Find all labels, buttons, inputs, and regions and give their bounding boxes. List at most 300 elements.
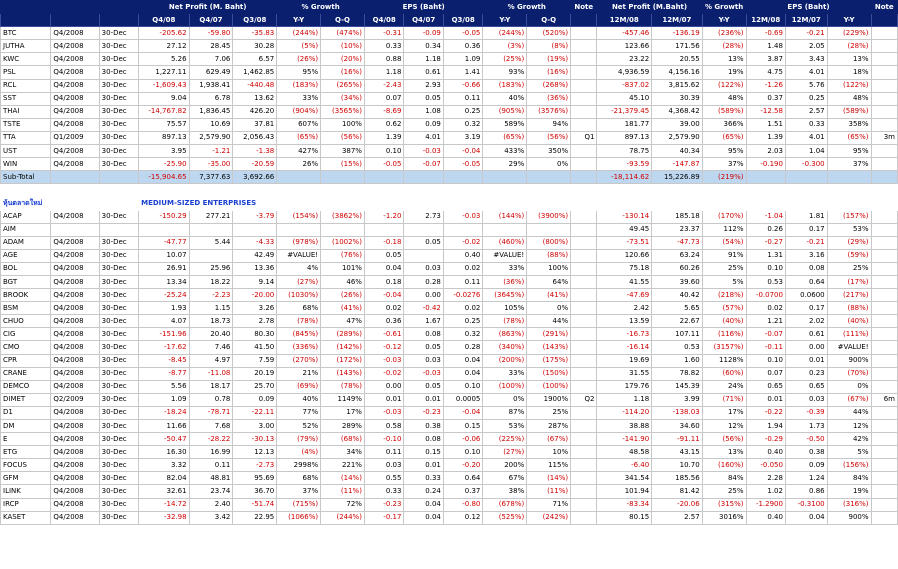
cell[interactable]: 60.26 xyxy=(652,262,702,275)
cell[interactable] xyxy=(189,223,233,236)
cell[interactable]: 20.55 xyxy=(652,53,702,66)
cell[interactable]: 23.22 xyxy=(597,53,652,66)
cell[interactable]: 0.53 xyxy=(746,275,785,288)
cell[interactable]: 629.49 xyxy=(189,66,233,79)
cell[interactable] xyxy=(871,158,897,171)
cell[interactable]: (244%) xyxy=(321,511,365,524)
cell[interactable]: 23.74 xyxy=(189,485,233,498)
cell[interactable]: 45.10 xyxy=(597,92,652,105)
cell[interactable]: -0.03 xyxy=(404,367,443,380)
table-row[interactable] xyxy=(1,66,898,79)
cell[interactable]: -0.18 xyxy=(364,236,403,249)
cell[interactable]: -0.05 xyxy=(443,158,483,171)
cell[interactable] xyxy=(571,275,597,288)
cell[interactable]: 9.14 xyxy=(233,275,277,288)
cell[interactable]: 68% xyxy=(277,302,321,315)
cell[interactable]: 0.25 xyxy=(443,315,483,328)
cell[interactable]: 41.55 xyxy=(597,275,652,288)
cell[interactable] xyxy=(233,223,277,236)
cell[interactable]: -0.27 xyxy=(746,236,785,249)
subtotal-row[interactable] xyxy=(1,171,898,184)
cell[interactable] xyxy=(571,420,597,433)
cell[interactable]: 366% xyxy=(702,118,746,131)
cell[interactable]: 0.01 xyxy=(404,393,443,406)
cell[interactable]: (65%) xyxy=(277,131,321,144)
cell[interactable]: 2,579.90 xyxy=(189,131,233,144)
cell[interactable]: 4.01 xyxy=(785,66,827,79)
cell[interactable]: 5.26 xyxy=(139,53,189,66)
cell[interactable] xyxy=(571,472,597,485)
cell[interactable]: 39.00 xyxy=(652,118,702,131)
cell[interactable]: 350% xyxy=(527,145,571,158)
cell[interactable]: 0.38 xyxy=(404,420,443,433)
cell[interactable] xyxy=(277,223,321,236)
cell[interactable]: 71% xyxy=(527,498,571,511)
cell[interactable]: 39.60 xyxy=(652,275,702,288)
cell[interactable] xyxy=(483,171,527,184)
cell[interactable] xyxy=(871,92,897,105)
cell[interactable]: 22.67 xyxy=(652,315,702,328)
cell[interactable]: 5% xyxy=(702,275,746,288)
cell[interactable]: Q4/2008 xyxy=(51,511,99,524)
cell[interactable]: 2.78 xyxy=(233,315,277,328)
cell[interactable] xyxy=(827,171,871,184)
cell[interactable] xyxy=(571,92,597,105)
table-row[interactable] xyxy=(1,315,898,328)
cell[interactable]: 0.03 xyxy=(364,459,403,472)
cell[interactable]: (67%) xyxy=(527,433,571,446)
cell[interactable]: 7.59 xyxy=(233,354,277,367)
cell[interactable]: Q4/2008 xyxy=(51,315,99,328)
cell[interactable]: (904%) xyxy=(277,105,321,118)
cell[interactable]: (4%) xyxy=(277,446,321,459)
table-row[interactable] xyxy=(1,511,898,524)
cell[interactable]: 0.11 xyxy=(189,459,233,472)
cell[interactable]: 40.42 xyxy=(652,289,702,302)
cell[interactable]: Q2/2009 xyxy=(51,393,99,406)
cell[interactable]: 3.99 xyxy=(652,393,702,406)
cell[interactable]: 2.02 xyxy=(785,315,827,328)
cell[interactable]: #VALUE! xyxy=(483,249,527,262)
cell[interactable]: (56%) xyxy=(527,131,571,144)
cell[interactable]: -1.20 xyxy=(364,210,403,223)
cell[interactable]: (20%) xyxy=(321,53,365,66)
cell[interactable]: 0.0600 xyxy=(785,289,827,302)
cell[interactable]: 34% xyxy=(321,446,365,459)
cell[interactable]: 19.69 xyxy=(597,354,652,367)
table-row[interactable] xyxy=(1,393,898,406)
cell[interactable]: -205.62 xyxy=(139,27,189,40)
cell[interactable]: 1.41 xyxy=(443,66,483,79)
cell[interactable] xyxy=(571,53,597,66)
cell[interactable]: (217%) xyxy=(827,289,871,302)
cell[interactable]: -18,114.62 xyxy=(597,171,652,184)
cell[interactable]: Q4/2008 xyxy=(51,236,99,249)
cell[interactable]: (67%) xyxy=(827,393,871,406)
cell[interactable]: Q4/2008 xyxy=(51,53,99,66)
cell[interactable] xyxy=(571,171,597,184)
cell[interactable]: 1.31 xyxy=(746,249,785,262)
cell[interactable] xyxy=(571,354,597,367)
cell[interactable] xyxy=(404,171,443,184)
cell[interactable]: 40% xyxy=(277,393,321,406)
cell[interactable]: (88%) xyxy=(827,302,871,315)
cell[interactable]: 0.23 xyxy=(785,367,827,380)
cell[interactable] xyxy=(483,223,527,236)
cell[interactable]: 31.55 xyxy=(597,367,652,380)
cell[interactable]: (3862%) xyxy=(321,210,365,223)
cell[interactable]: 3,692.66 xyxy=(233,171,277,184)
cell[interactable]: 21% xyxy=(277,367,321,380)
cell[interactable]: Q4/2008 xyxy=(51,446,99,459)
cell[interactable] xyxy=(571,249,597,262)
cell[interactable]: (100%) xyxy=(527,380,571,393)
cell[interactable] xyxy=(571,27,597,40)
cell[interactable]: -47.69 xyxy=(597,289,652,302)
cell[interactable]: -0.190 xyxy=(746,158,785,171)
cell[interactable]: (525%) xyxy=(483,511,527,524)
cell[interactable] xyxy=(527,171,571,184)
cell[interactable]: 3.26 xyxy=(233,302,277,315)
cell[interactable]: (3157%) xyxy=(702,341,746,354)
cell[interactable] xyxy=(571,367,597,380)
cell[interactable]: (315%) xyxy=(702,498,746,511)
cell[interactable]: 33% xyxy=(483,367,527,380)
cell[interactable]: (143%) xyxy=(527,341,571,354)
cell[interactable]: -20.59 xyxy=(233,158,277,171)
cell[interactable]: (26%) xyxy=(277,53,321,66)
cell[interactable]: 53% xyxy=(827,223,871,236)
cell[interactable]: -21,379.45 xyxy=(597,105,652,118)
table-row[interactable] xyxy=(1,446,898,459)
cell[interactable] xyxy=(871,341,897,354)
cell[interactable]: 1,462.85 xyxy=(233,66,277,79)
cell[interactable]: AIM xyxy=(1,223,51,236)
cell[interactable]: Q4/2008 xyxy=(51,485,99,498)
cell[interactable]: (100%) xyxy=(483,380,527,393)
cell[interactable] xyxy=(99,223,138,236)
cell[interactable]: -0.04 xyxy=(364,289,403,302)
cell[interactable]: 72% xyxy=(321,498,365,511)
cell[interactable]: -0.06 xyxy=(443,433,483,446)
cell[interactable]: 0.28 xyxy=(404,275,443,288)
cell[interactable]: (268%) xyxy=(527,79,571,92)
cell[interactable]: (291%) xyxy=(527,328,571,341)
cell[interactable]: 16.30 xyxy=(139,446,189,459)
cell[interactable]: Q4/2008 xyxy=(51,354,99,367)
cell[interactable]: 19% xyxy=(827,485,871,498)
cell[interactable]: 44% xyxy=(827,406,871,419)
cell[interactable]: 387% xyxy=(321,145,365,158)
cell[interactable]: DM xyxy=(1,420,51,433)
cell[interactable]: 41.50 xyxy=(233,341,277,354)
cell[interactable]: 0.03 xyxy=(785,393,827,406)
cell[interactable]: 47% xyxy=(321,315,365,328)
cell[interactable]: 900% xyxy=(827,354,871,367)
cell[interactable]: BSM xyxy=(1,302,51,315)
cell[interactable] xyxy=(871,27,897,40)
cell[interactable]: 287% xyxy=(527,420,571,433)
cell[interactable]: 4,368.42 xyxy=(652,105,702,118)
cell[interactable]: -0.20 xyxy=(443,459,483,472)
cell[interactable]: 1.93 xyxy=(139,302,189,315)
cell[interactable]: -11.08 xyxy=(189,367,233,380)
cell[interactable]: 1149% xyxy=(321,393,365,406)
cell[interactable]: (316%) xyxy=(827,498,871,511)
cell[interactable]: -35.00 xyxy=(189,158,233,171)
cell[interactable]: 30-Dec xyxy=(99,302,138,315)
cell[interactable]: (65%) xyxy=(483,131,527,144)
cell[interactable]: 897.13 xyxy=(597,131,652,144)
cell[interactable]: 0.09 xyxy=(404,118,443,131)
cell[interactable]: (225%) xyxy=(483,433,527,446)
cell[interactable]: 1.94 xyxy=(746,420,785,433)
cell[interactable]: 30-Dec xyxy=(99,145,138,158)
cell[interactable]: (270%) xyxy=(277,354,321,367)
cell[interactable]: Q1/2009 xyxy=(51,131,99,144)
cell[interactable]: 289% xyxy=(321,420,365,433)
cell[interactable]: Q2 xyxy=(571,393,597,406)
cell[interactable]: (1030%) xyxy=(277,289,321,302)
cell[interactable]: 30-Dec xyxy=(99,40,138,53)
cell[interactable]: 0.26 xyxy=(746,223,785,236)
cell[interactable]: 900% xyxy=(827,511,871,524)
cell[interactable] xyxy=(871,53,897,66)
cell[interactable]: 30-Dec xyxy=(99,328,138,341)
cell[interactable]: -147.87 xyxy=(652,158,702,171)
cell[interactable]: -83.34 xyxy=(597,498,652,511)
cell[interactable] xyxy=(871,328,897,341)
cell[interactable]: (11%) xyxy=(527,485,571,498)
cell[interactable]: -78.71 xyxy=(189,406,233,419)
cell[interactable]: 5% xyxy=(827,446,871,459)
cell[interactable]: 30-Dec xyxy=(99,131,138,144)
cell[interactable]: 12.13 xyxy=(233,446,277,459)
cell[interactable]: -8.77 xyxy=(139,367,189,380)
table-row[interactable] xyxy=(1,459,898,472)
cell[interactable]: 0.36 xyxy=(443,40,483,53)
cell[interactable]: 589% xyxy=(483,118,527,131)
cell[interactable]: 0% xyxy=(827,380,871,393)
cell[interactable]: (14%) xyxy=(527,472,571,485)
cell[interactable]: (76%) xyxy=(321,249,365,262)
cell[interactable]: -0.42 xyxy=(404,302,443,315)
cell[interactable]: (589%) xyxy=(702,105,746,118)
cell[interactable]: CIG xyxy=(1,328,51,341)
cell[interactable]: 107.11 xyxy=(652,328,702,341)
cell[interactable]: 10.69 xyxy=(189,118,233,131)
cell[interactable]: (520%) xyxy=(527,27,571,40)
cell[interactable]: -4.33 xyxy=(233,236,277,249)
cell[interactable]: 52% xyxy=(277,420,321,433)
cell[interactable]: -0.50 xyxy=(785,433,827,446)
cell[interactable]: 30-Dec xyxy=(99,472,138,485)
cell[interactable]: 30-Dec xyxy=(99,446,138,459)
cell[interactable]: 16.99 xyxy=(189,446,233,459)
cell[interactable]: Q4/2008 xyxy=(51,27,99,40)
cell[interactable]: 0.11 xyxy=(443,92,483,105)
cell[interactable]: 30-Dec xyxy=(99,393,138,406)
table-row[interactable] xyxy=(1,210,898,223)
cell[interactable]: 0.04 xyxy=(404,498,443,511)
cell[interactable]: 0.02 xyxy=(443,302,483,315)
cell[interactable]: 0.08 xyxy=(404,433,443,446)
cell[interactable]: 27.12 xyxy=(139,40,189,53)
cell[interactable]: 38.88 xyxy=(597,420,652,433)
cell[interactable]: 4,936.59 xyxy=(597,66,652,79)
cell[interactable]: 0.01 xyxy=(364,393,403,406)
cell[interactable]: 0.32 xyxy=(443,118,483,131)
cell[interactable]: -0.03 xyxy=(404,145,443,158)
cell[interactable] xyxy=(871,236,897,249)
cell[interactable]: 0.64 xyxy=(443,472,483,485)
cell[interactable] xyxy=(871,210,897,223)
cell[interactable]: (144%) xyxy=(483,210,527,223)
cell[interactable]: 105% xyxy=(483,302,527,315)
cell[interactable]: (236%) xyxy=(702,27,746,40)
cell[interactable]: (34%) xyxy=(321,92,365,105)
cell[interactable]: -0.39 xyxy=(785,406,827,419)
cell[interactable]: 0.15 xyxy=(443,420,483,433)
cell[interactable]: 0.58 xyxy=(364,420,403,433)
cell[interactable]: (863%) xyxy=(483,328,527,341)
cell[interactable]: RCL xyxy=(1,79,51,92)
cell[interactable]: 82.04 xyxy=(139,472,189,485)
cell[interactable]: UST xyxy=(1,145,51,158)
cell[interactable]: 3.00 xyxy=(233,420,277,433)
cell[interactable]: -47.77 xyxy=(139,236,189,249)
cell[interactable]: (28%) xyxy=(827,40,871,53)
cell[interactable]: -0.11 xyxy=(746,341,785,354)
cell[interactable]: 2,056.43 xyxy=(233,131,277,144)
cell[interactable] xyxy=(571,158,597,171)
cell[interactable]: 100% xyxy=(527,262,571,275)
cell[interactable] xyxy=(404,223,443,236)
cell[interactable]: (15%) xyxy=(321,158,365,171)
cell[interactable]: 0.03 xyxy=(404,262,443,275)
cell[interactable] xyxy=(321,171,365,184)
cell[interactable]: 13% xyxy=(827,53,871,66)
cell[interactable]: 4,156.16 xyxy=(652,66,702,79)
cell[interactable] xyxy=(871,354,897,367)
cell[interactable]: Q1 xyxy=(571,131,597,144)
cell[interactable]: 0.10 xyxy=(746,262,785,275)
cell[interactable]: 4.97 xyxy=(189,354,233,367)
cell[interactable]: 1.18 xyxy=(404,53,443,66)
cell[interactable]: (143%) xyxy=(321,367,365,380)
cell[interactable]: ACAP xyxy=(1,210,51,223)
cell[interactable] xyxy=(871,472,897,485)
cell[interactable]: (56%) xyxy=(702,433,746,446)
cell[interactable]: 13.36 xyxy=(233,262,277,275)
cell[interactable]: 123.66 xyxy=(597,40,652,53)
cell[interactable]: (54%) xyxy=(702,236,746,249)
cell[interactable] xyxy=(871,420,897,433)
table-row[interactable] xyxy=(1,472,898,485)
cell[interactable]: 0.53 xyxy=(652,341,702,354)
cell[interactable]: (36%) xyxy=(483,275,527,288)
cell[interactable]: 48.58 xyxy=(597,446,652,459)
cell[interactable] xyxy=(571,145,597,158)
cell[interactable]: 4.01 xyxy=(404,131,443,144)
cell[interactable]: 15,226.89 xyxy=(652,171,702,184)
cell[interactable]: -2.23 xyxy=(189,289,233,302)
cell[interactable]: -14,767.82 xyxy=(139,105,189,118)
cell[interactable]: 3.19 xyxy=(443,131,483,144)
cell[interactable]: (71%) xyxy=(702,393,746,406)
cell[interactable]: 18.17 xyxy=(189,380,233,393)
cell[interactable]: (156%) xyxy=(827,459,871,472)
cell[interactable]: -1.04 xyxy=(746,210,785,223)
cell[interactable]: 44% xyxy=(527,315,571,328)
cell[interactable]: 37% xyxy=(827,158,871,171)
cell[interactable]: 0.04 xyxy=(404,511,443,524)
cell[interactable]: -0.10 xyxy=(364,433,403,446)
cell[interactable]: -0.300 xyxy=(785,158,827,171)
cell[interactable]: Q4/2008 xyxy=(51,498,99,511)
cell[interactable]: -91.11 xyxy=(652,433,702,446)
cell[interactable] xyxy=(746,171,785,184)
cell[interactable]: 25% xyxy=(702,262,746,275)
cell[interactable]: 2.57 xyxy=(785,105,827,118)
cell[interactable]: 13% xyxy=(702,53,746,66)
cell[interactable]: 17% xyxy=(702,406,746,419)
cell[interactable]: -0.80 xyxy=(443,498,483,511)
cell[interactable]: Q4/2008 xyxy=(51,420,99,433)
cell[interactable]: -0.0276 xyxy=(443,289,483,302)
cell[interactable]: 0.05 xyxy=(404,341,443,354)
cell[interactable]: Q4/2008 xyxy=(51,367,99,380)
cell[interactable]: 30-Dec xyxy=(99,118,138,131)
cell[interactable]: 2,579.90 xyxy=(652,131,702,144)
cell[interactable]: 1900% xyxy=(527,393,571,406)
cell[interactable]: WIN xyxy=(1,158,51,171)
cell[interactable]: (845%) xyxy=(277,328,321,341)
cell[interactable] xyxy=(99,171,138,184)
cell[interactable]: 30-Dec xyxy=(99,367,138,380)
cell[interactable]: 0.01 xyxy=(404,459,443,472)
cell[interactable]: ILINK xyxy=(1,485,51,498)
cell[interactable]: 13% xyxy=(702,446,746,459)
cell[interactable]: 25.96 xyxy=(189,262,233,275)
cell[interactable]: 145.39 xyxy=(652,380,702,393)
cell[interactable]: (289%) xyxy=(321,328,365,341)
cell[interactable]: -93.59 xyxy=(597,158,652,171)
cell[interactable] xyxy=(321,223,365,236)
table-row[interactable] xyxy=(1,420,898,433)
cell[interactable] xyxy=(871,459,897,472)
cell[interactable]: 6m xyxy=(871,393,897,406)
cell[interactable]: 0.11 xyxy=(443,275,483,288)
cell[interactable]: Q4/2008 xyxy=(51,40,99,53)
cell[interactable]: 0.10 xyxy=(746,354,785,367)
cell[interactable]: 30-Dec xyxy=(99,92,138,105)
cell[interactable]: 185.18 xyxy=(652,210,702,223)
cell[interactable] xyxy=(571,40,597,53)
cell[interactable]: 897.13 xyxy=(139,131,189,144)
cell[interactable]: Q4/2008 xyxy=(51,289,99,302)
cell[interactable]: 6.57 xyxy=(233,53,277,66)
cell[interactable]: Q4/2008 xyxy=(51,472,99,485)
cell[interactable]: (70%) xyxy=(827,367,871,380)
cell[interactable] xyxy=(571,118,597,131)
cell[interactable]: 30-Dec xyxy=(99,380,138,393)
cell[interactable]: (170%) xyxy=(702,210,746,223)
cell[interactable]: -136.19 xyxy=(652,27,702,40)
cell[interactable]: 5.44 xyxy=(189,236,233,249)
cell[interactable]: (41%) xyxy=(527,289,571,302)
cell[interactable]: 0.28 xyxy=(443,341,483,354)
